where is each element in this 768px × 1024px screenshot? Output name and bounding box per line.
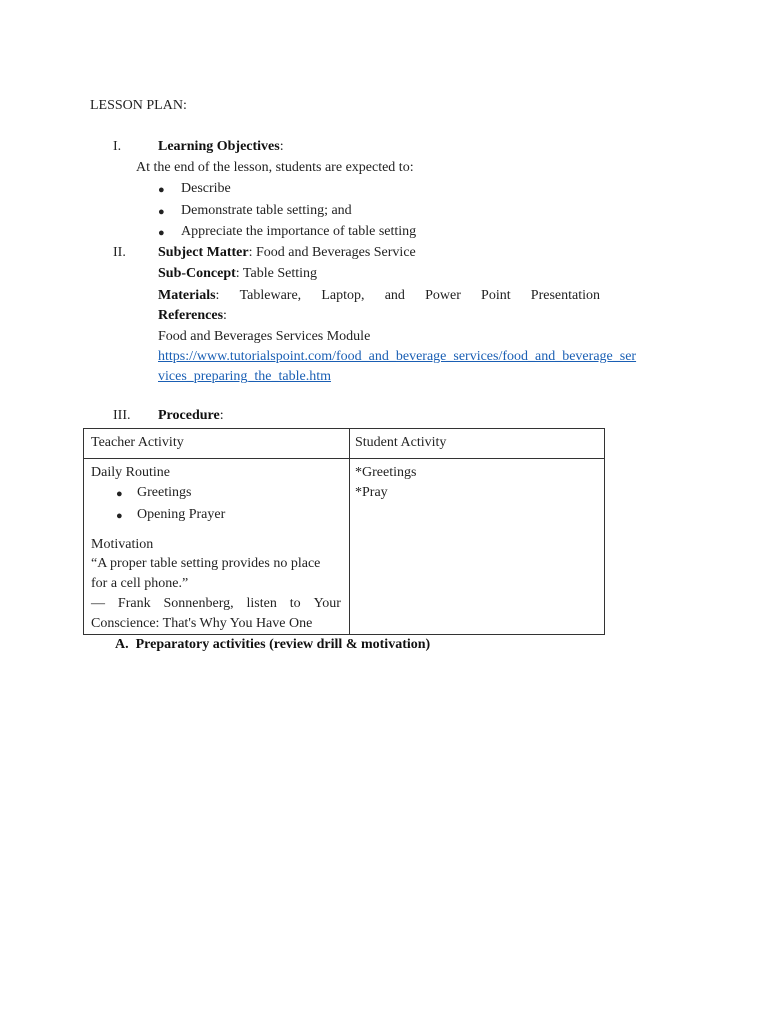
materials-label: Materials bbox=[158, 288, 216, 303]
objectives-intro: At the end of the lesson, students are expected to: bbox=[136, 160, 414, 175]
table-header-cell bbox=[350, 429, 605, 459]
materials-colon: : bbox=[215, 288, 220, 303]
attribution-line-2: Conscience: That's Why You Have One bbox=[91, 616, 313, 631]
quote-line: for a cell phone.” bbox=[91, 576, 189, 591]
procedure-heading bbox=[158, 408, 224, 424]
procedure-table bbox=[83, 428, 605, 635]
references-label: References bbox=[158, 308, 224, 323]
routine-item: Opening Prayer bbox=[137, 507, 226, 522]
student-activity-item: *Pray bbox=[355, 485, 388, 500]
document-title: LESSON PLAN: bbox=[90, 98, 187, 113]
subsection-a-label: Preparatory activities (review drill & motivation) bbox=[135, 637, 431, 652]
objective-item: Demonstrate table setting; and bbox=[181, 203, 352, 218]
quote-line: “A proper table setting provides no place bbox=[91, 556, 321, 571]
materials-word: Power bbox=[425, 288, 461, 303]
student-activity-item: *Greetings bbox=[355, 465, 417, 480]
bullet-icon: ● bbox=[158, 227, 165, 239]
materials-word: Tableware, bbox=[239, 288, 302, 303]
objective-item: Describe bbox=[181, 181, 231, 196]
reference-link-part2[interactable]: vices_preparing_the_table.htm bbox=[158, 369, 331, 384]
subconcept-line bbox=[158, 266, 317, 282]
student-activity-header: Student Activity bbox=[355, 435, 447, 450]
student-activity-cell bbox=[350, 459, 605, 635]
bullet-icon: ● bbox=[158, 184, 165, 196]
student-cell-inner bbox=[350, 459, 604, 634]
references-line bbox=[158, 308, 227, 324]
objective-item: Appreciate the importance of table setting bbox=[181, 224, 417, 239]
materials-word: Point bbox=[481, 288, 511, 303]
reference-module: Food and Beverages Services Module bbox=[158, 329, 371, 344]
bullet-icon: ● bbox=[116, 510, 123, 522]
bullet-icon: ● bbox=[116, 488, 123, 500]
section-numeral-1: I. bbox=[113, 139, 122, 154]
subject-matter-line bbox=[158, 245, 416, 261]
materials-line bbox=[158, 288, 600, 304]
objectives-colon: : bbox=[279, 139, 284, 154]
routine-item: Greetings bbox=[137, 485, 192, 500]
header-cell-inner bbox=[84, 429, 349, 458]
subconcept-label: Sub-Concept bbox=[158, 266, 236, 281]
materials-word: and bbox=[384, 288, 405, 303]
header-cell-inner bbox=[350, 429, 604, 458]
reference-link-part1[interactable]: https://www.tutorialspoint.com/food_and_beverage_services/food_and_beverage_ser bbox=[158, 349, 637, 364]
subject-matter-label: Subject Matter bbox=[158, 245, 249, 260]
objectives-label: Learning Objectives bbox=[158, 139, 280, 154]
motivation-label: Motivation bbox=[91, 537, 154, 552]
subconcept-value: : Table Setting bbox=[235, 266, 317, 281]
attribution-word: Your bbox=[313, 596, 341, 611]
materials-word: Presentation bbox=[530, 288, 600, 303]
procedure-label: Procedure bbox=[158, 408, 220, 423]
materials-head bbox=[158, 288, 219, 304]
table-row bbox=[84, 459, 605, 635]
teacher-activity-cell bbox=[84, 459, 350, 635]
references-colon: : bbox=[223, 308, 227, 323]
subsection-a-heading bbox=[115, 637, 430, 653]
section-numeral-3: III. bbox=[113, 408, 131, 423]
teacher-activity-header: Teacher Activity bbox=[91, 435, 184, 450]
attribution-word: Sonnenberg, bbox=[163, 596, 234, 611]
table-header-row bbox=[84, 429, 605, 459]
bullet-icon: ● bbox=[158, 206, 165, 218]
section-numeral-2: II. bbox=[113, 245, 126, 260]
attribution-word: Frank bbox=[117, 596, 151, 611]
subsection-a-letter: A. bbox=[115, 637, 129, 652]
subject-matter-value: : Food and Beverages Service bbox=[248, 245, 416, 260]
objectives-heading bbox=[158, 139, 284, 155]
attribution-word: to bbox=[289, 596, 301, 611]
table-header-cell bbox=[84, 429, 350, 459]
materials-word: Laptop, bbox=[321, 288, 365, 303]
attribution-word: — bbox=[91, 596, 105, 611]
attribution-line bbox=[91, 596, 341, 612]
daily-routine-label: Daily Routine bbox=[91, 465, 170, 480]
procedure-colon: : bbox=[219, 408, 224, 423]
teacher-cell-inner bbox=[84, 459, 349, 634]
attribution-word: listen bbox=[246, 596, 277, 611]
